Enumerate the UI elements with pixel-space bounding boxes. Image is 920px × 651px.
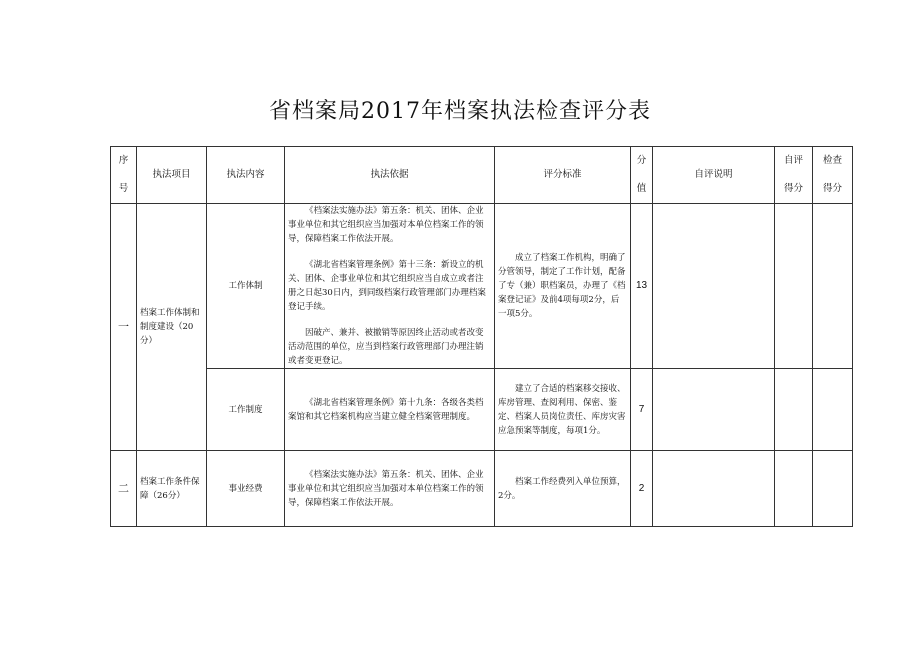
row-content: 事业经费 xyxy=(207,451,285,527)
header-project: 执法项目 xyxy=(137,147,207,204)
page-title: 省档案局2017年档案执法检查评分表 xyxy=(269,99,651,124)
header-content: 执法内容 xyxy=(207,147,285,204)
score-table xyxy=(110,146,853,527)
header-score: 分 值 xyxy=(631,147,653,204)
row-check-score xyxy=(813,204,853,369)
row-standard: 建立了合适的档案移交接收、库房管理、查阅利用、保密、鉴定、档案人员岗位责任、库房灾害应急预案等制度，每项1分。 xyxy=(495,369,631,451)
header-seq: 序 号 xyxy=(111,147,137,204)
row-self-score xyxy=(775,451,813,527)
header-basis: 执法依据 xyxy=(285,147,495,204)
row-score: 2 xyxy=(631,451,653,527)
row-self-note xyxy=(653,451,775,527)
row-basis: 《档案法实施办法》第五条：机关、团体、企业事业单位和其它组织应当加强对本单位档案工作的领导，保障档案工作依法开展。 《湖北省档案管理条例》第十三条：新设立的机关、团体、企事业单位和其它组织应当自成立或者注册之日起30日内，到同级档案行政管理部门办理档案登记手续。 因破产、兼并、被撤销等原因终止活动或者改变活动范围的单位，应当到档案行政管理部门办理注销或者变更登记。 xyxy=(285,204,495,369)
row-project: 档案工作体制和制度建设（20分） xyxy=(137,204,207,451)
header-self-note: 自评说明 xyxy=(653,147,775,204)
row-check-score xyxy=(813,451,853,527)
row-content: 工作体制 xyxy=(207,204,285,369)
row-self-note xyxy=(653,369,775,451)
header-self-score: 自评 得分 xyxy=(775,147,813,204)
row-score: 7 xyxy=(631,369,653,451)
row-self-score xyxy=(775,369,813,451)
row-project: 档案工作条件保障（26分） xyxy=(137,451,207,527)
row-score: 13 xyxy=(631,204,653,369)
header-row xyxy=(111,147,853,204)
row-basis: 《档案法实施办法》第五条：机关、团体、企业事业单位和其它组织应当加强对本单位档案工作的领导，保障档案工作依法开展。 xyxy=(285,451,495,527)
row-seq: 一 xyxy=(111,204,137,451)
table-row xyxy=(111,204,853,369)
row-standard: 档案工作经费列入单位预算，2分。 xyxy=(495,451,631,527)
row-basis: 《湖北省档案管理条例》第十九条：各级各类档案馆和其它档案机构应当建立健全档案管理制度。 xyxy=(285,369,495,451)
row-seq: 二 xyxy=(111,451,137,527)
row-content: 工作制度 xyxy=(207,369,285,451)
header-check-score: 检查 得分 xyxy=(813,147,853,204)
table-row xyxy=(111,369,853,451)
row-check-score xyxy=(813,369,853,451)
row-self-score xyxy=(775,204,813,369)
header-standard: 评分标准 xyxy=(495,147,631,204)
row-self-note xyxy=(653,204,775,369)
row-standard: 成立了档案工作机构，明确了分管领导，制定了工作计划，配备了专（兼）职档案员，办理了《档案登记证》及前4项每项2分，后一项5分。 xyxy=(495,204,631,369)
table-row xyxy=(111,451,853,527)
